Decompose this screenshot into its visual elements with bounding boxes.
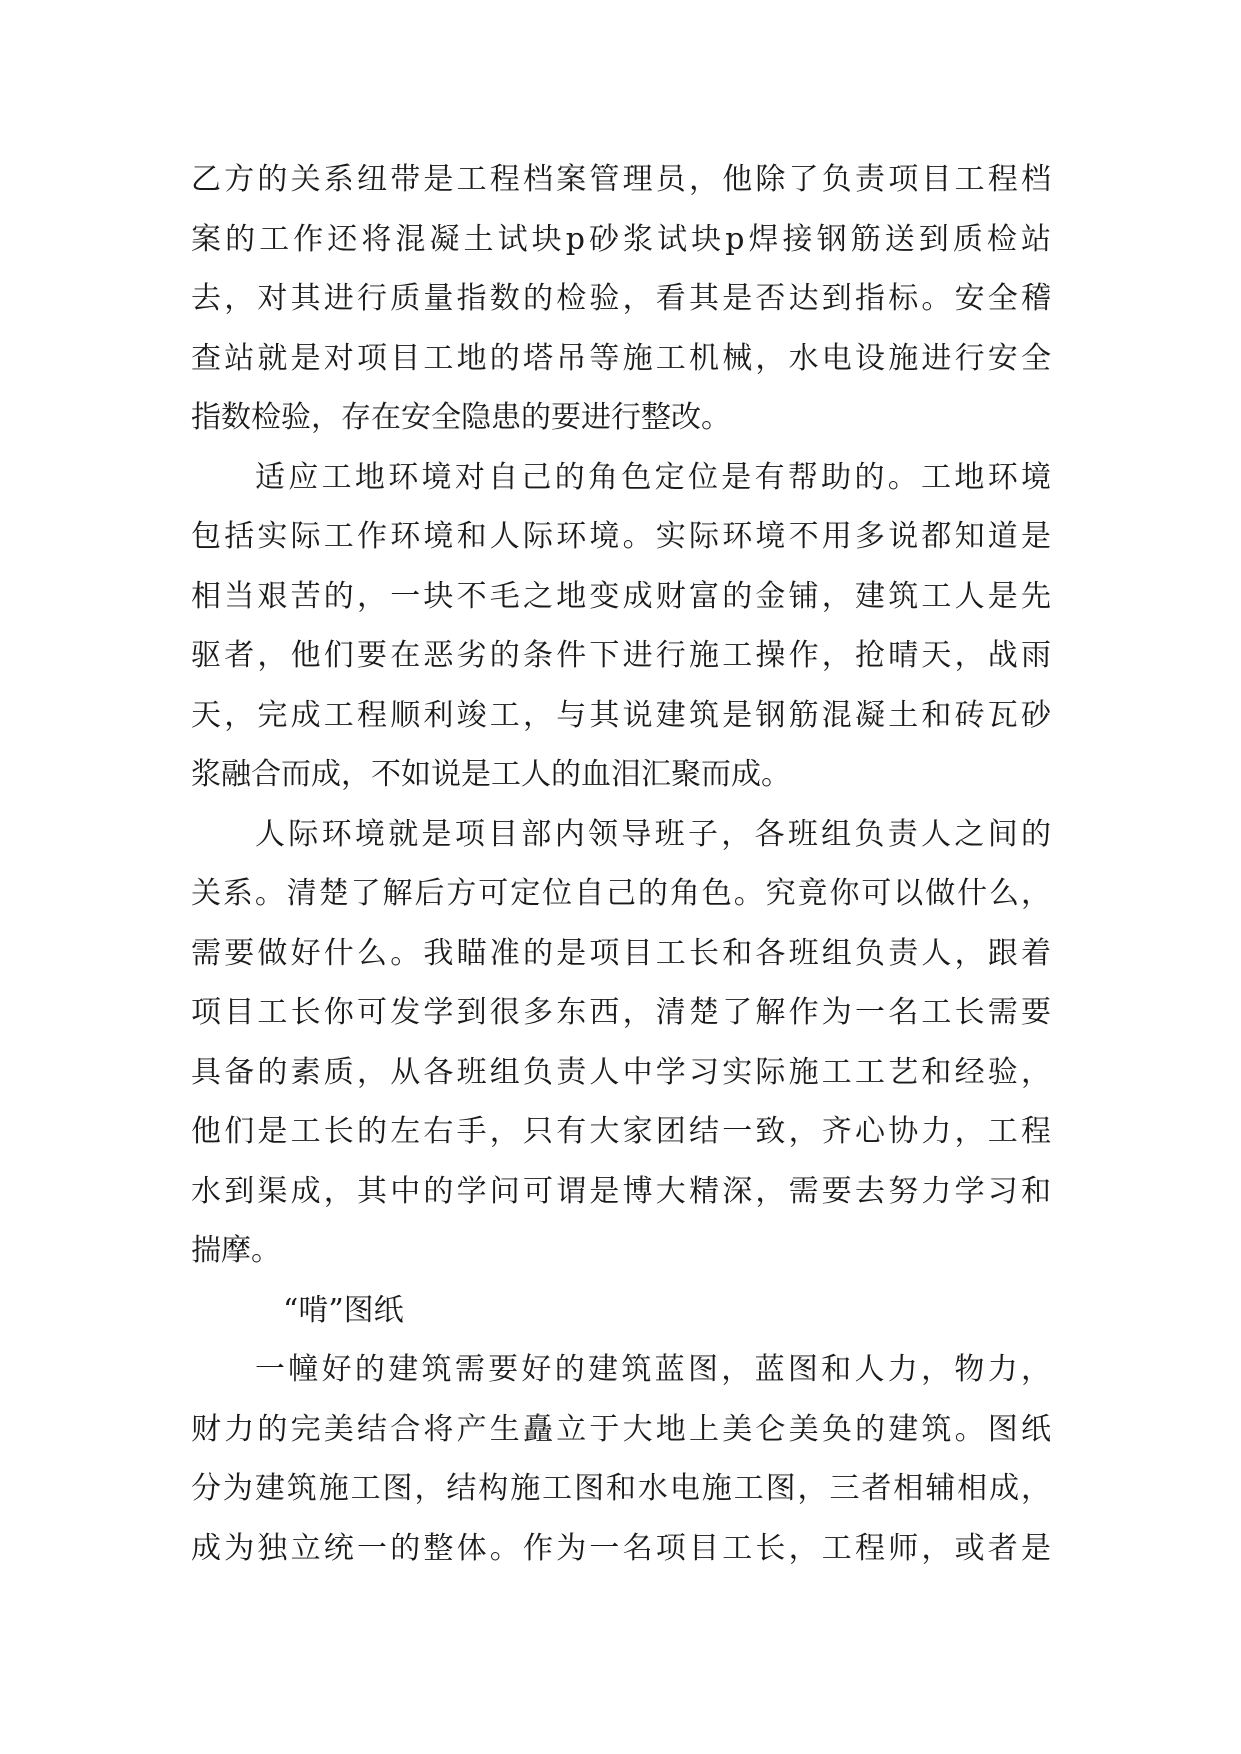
text-line: 相当艰苦的，一块不毛之地变成财富的金铺，建筑工人是先	[191, 578, 1051, 614]
text-line: 分为建筑施工图，结构施工图和水电施工图，三者相辅相成，	[191, 1471, 1051, 1506]
body-text	[191, 150, 1051, 1578]
text-line: 去，对其进行质量指数的检验，看其是否达到指标。安全稽	[191, 281, 1051, 316]
text-line: 关系。清楚了解后方可定位自己的角色。究竟你可以做什么，	[191, 876, 1051, 911]
text-line: 适应工地环境对自己的角色定位是有帮助的。工地环境	[255, 459, 1051, 495]
text-line: 乙方的关系纽带是工程档案管理员，他除了负责项目工程档	[191, 162, 1051, 197]
text-line: 揣摩。	[191, 1233, 281, 1268]
text-line: 具备的素质，从各班组负责人中学习实际施工工艺和经验，	[191, 1054, 1051, 1090]
text-line: 浆融合而成，不如说是工人的血泪汇聚而成。	[191, 757, 791, 792]
text-line: 需要做好什么。我瞄准的是项目工长和各班组负责人，跟着	[191, 935, 1051, 971]
text-line: 指数检验，存在安全隐患的要进行整改。	[191, 400, 731, 435]
text-line: 项目工长你可发学到很多东西，清楚了解作为一名工长需要	[191, 995, 1051, 1030]
text-line: 人际环境就是项目部内领导班子，各班组负责人之间的	[255, 816, 1051, 852]
text-line: 案的工作还将混凝土试块p砂浆试块p焊接钢筋送到质检站	[191, 221, 1051, 257]
text-line: 查站就是对项目工地的塔吊等施工机械，水电设施进行安全	[191, 340, 1051, 376]
text-line: 财力的完美结合将产生矗立于大地上美仑美奂的建筑。图纸	[191, 1411, 1051, 1447]
text-line: 成为独立统一的整体。作为一名项目工长，工程师，或者是	[191, 1530, 1051, 1566]
text-line: 包括实际工作环境和人际环境。实际环境不用多说都知道是	[191, 519, 1051, 554]
text-line: 水到渠成，其中的学问可谓是博大精深，需要去努力学习和	[191, 1173, 1051, 1209]
text-line: 他们是工长的左右手，只有大家团结一致，齐心协力，工程	[191, 1114, 1051, 1149]
text-line: 驱者，他们要在恶劣的条件下进行施工操作，抢晴天，战雨	[191, 638, 1051, 673]
section-heading: “啃”图纸	[283, 1292, 404, 1328]
text-line: 天，完成工程顺利竣工，与其说建筑是钢筋混凝土和砖瓦砂	[191, 697, 1051, 733]
text-line: 一幢好的建筑需要好的建筑蓝图，蓝图和人力，物力，	[255, 1352, 1051, 1387]
